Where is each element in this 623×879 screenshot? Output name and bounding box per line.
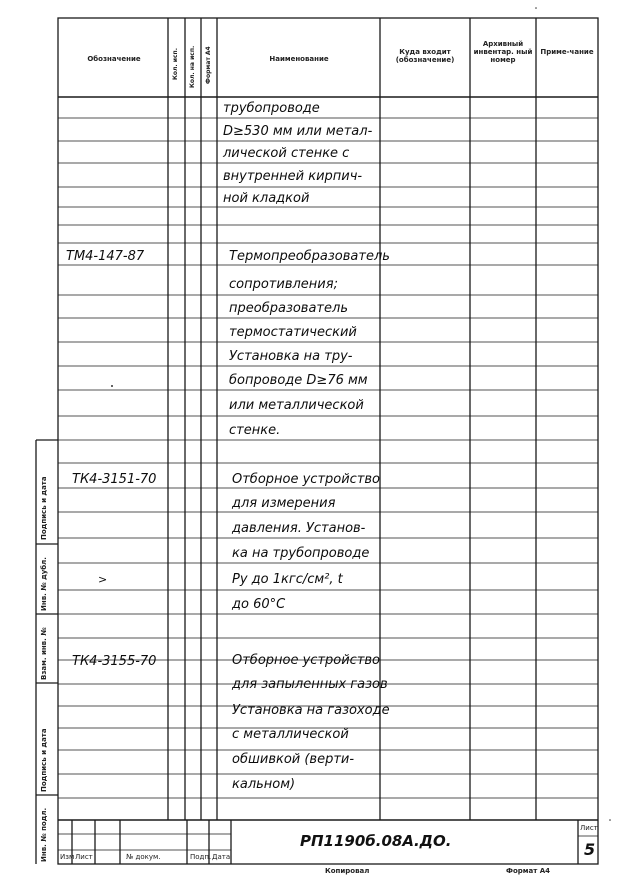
row4-name-line3: Установка на газоходе (232, 703, 390, 718)
side-label-inv-duplicate: Инв. № дубл. (40, 557, 48, 611)
row4-name-line2: для запыленных газов (232, 677, 388, 692)
header-qty-version: Кол. на исп. (189, 45, 196, 88)
row2-name-line7: или металлической (229, 398, 364, 413)
row1-name-line3: лической стенке с (223, 146, 350, 161)
side-label-sign-date-2: Подпись и дата (40, 476, 48, 540)
row2-name-line8: стенке. (229, 423, 281, 438)
row1-name-line1: трубопроводе (223, 101, 320, 116)
header-note: Приме-чание (540, 48, 594, 56)
title-col-doc: № докум. (126, 853, 161, 861)
sheet-number: 5 (584, 840, 596, 859)
row4-designation: ТК4-3155-70 (72, 654, 157, 669)
row3-name-line5: Py до 1кгс/см², t (232, 572, 343, 587)
row3-name-line4: ка на трубопроводе (232, 546, 370, 561)
row3-name-line1: Отборное устройство (232, 472, 381, 487)
header-designation: Обозначение (87, 55, 141, 63)
title-col-izm: Изм (60, 853, 75, 861)
header-name: Наименование (269, 55, 329, 63)
row2-name-line1: Термопреобразователь (229, 249, 390, 264)
row2-designation: ТМ4-147-87 (66, 249, 145, 264)
row3-name-line6: до 60°С (232, 597, 286, 612)
row4-name-line5: обшивкой (верти- (232, 752, 355, 767)
header-archive-inventory: Архивный инвентар. ный номер (473, 40, 533, 64)
title-col-sign: Подп. (190, 853, 212, 861)
row4-name-line4: с металлической (232, 727, 349, 742)
row1-name-line4: внутренней кирпич- (223, 169, 363, 184)
row2-name-line2: сопротивления; (229, 277, 338, 292)
side-label-replacement-inv: Взам. инв. № (40, 627, 48, 680)
row2-name-line4: термостатический (229, 325, 357, 340)
row3-name-line2: для измерения (232, 496, 336, 511)
footer-copied: Копировал (325, 867, 370, 875)
side-label-sign-date-1: Подпись и дата (40, 728, 48, 792)
row3-name-line3: давления. Установ- (232, 521, 366, 536)
row2-name-line3: преобразователь (229, 301, 348, 316)
row1-name-line2: D≥530 мм или метал- (223, 124, 373, 139)
document-code: РП1190б.08А.ДО. (300, 832, 452, 850)
row2-name-line6: бопроводе D≥76 мм (229, 373, 368, 388)
stray-mark: > (98, 573, 108, 586)
sheet-label: Лист (580, 824, 598, 832)
row4-name-line1: Отборное устройство (232, 653, 381, 668)
row1-name-line5: ной кладкой (223, 191, 310, 206)
header-qty-design: Кол. исп. (172, 48, 179, 80)
header-format: Формат А4 (205, 46, 212, 84)
title-col-list: Лист (75, 853, 93, 861)
footer-format: Формат А4 (506, 867, 550, 875)
side-label-inv-original: Инв. № подл. (40, 807, 48, 862)
header-where-installed: Куда входит (обозначение) (395, 48, 455, 64)
title-col-date: Дата (212, 853, 231, 861)
row3-designation: ТК4-3151-70 (72, 472, 157, 487)
row2-name-line5: Установка на тру- (229, 349, 353, 364)
row4-name-line6: кальном) (232, 777, 296, 792)
